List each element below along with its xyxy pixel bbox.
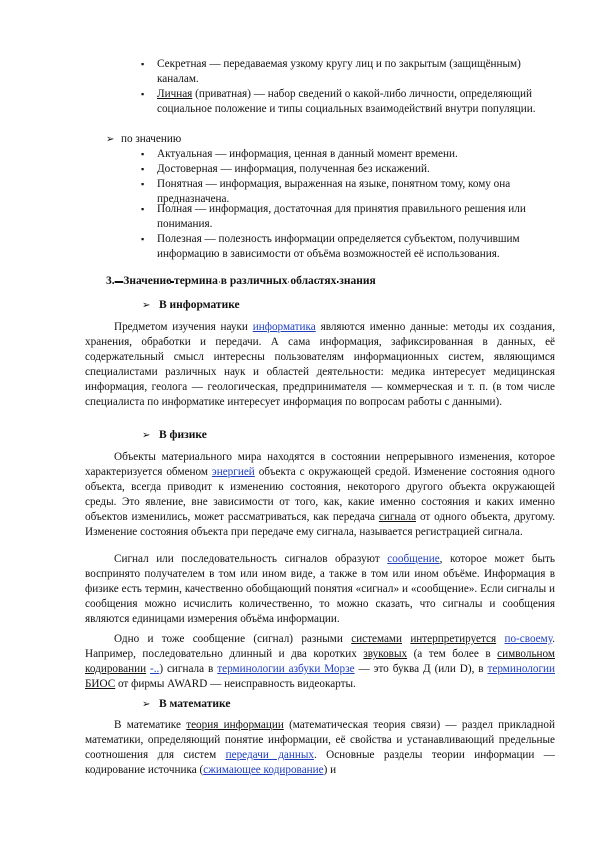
physics-paragraph-3: Одно и тоже сообщение (сигнал) разными системами интерпретируется по-своему. Например, последовательно длинный и два коротких звуковых (а тем более в символьном кодировании -..) сигнала в терминологии азбуки Морзе — это буква Д (или D), в терминологии БИОС от фирмы AWARD — неисправность видеокарты. bbox=[85, 633, 556, 690]
section-number: 3. bbox=[106, 275, 115, 287]
information-theory-link[interactable]: теория информации bbox=[186, 719, 284, 731]
arrow-bullet-icon: ➢ bbox=[142, 300, 151, 311]
message-link[interactable]: сообщение bbox=[387, 553, 440, 565]
symbolic-link[interactable]: символьном bbox=[497, 648, 555, 660]
morse-terminology-link[interactable]: терминологии азбуки Морзе bbox=[217, 663, 355, 675]
list-item-reliable: Достоверная — информация, полученная без искажений. bbox=[157, 163, 430, 175]
bullet-icon: ▪ bbox=[141, 234, 145, 244]
physics-heading: В физике bbox=[159, 429, 207, 441]
bullet-icon: ▪ bbox=[141, 179, 145, 189]
section-title: Значение термина в различных областях знания bbox=[123, 275, 376, 287]
math-heading: В математике bbox=[159, 698, 231, 710]
data-transfer-link[interactable]: передачи данных bbox=[225, 749, 314, 761]
list-item-actual: Актуальная — информация, ценная в данный момент времени. bbox=[157, 148, 458, 160]
arrow-bullet-icon: ➢ bbox=[106, 134, 115, 145]
list-item-useful: Полезная — полезность информации определяется субъектом, получившим информацию в зависимости от объёма возможностей её использования. bbox=[157, 233, 520, 260]
informatics-link[interactable]: информатика bbox=[252, 321, 316, 333]
energy-link[interactable]: энергией bbox=[211, 466, 255, 478]
bios-link[interactable]: БИОС bbox=[85, 678, 116, 690]
math-paragraph: В математике теория информации (математическая теория связи) — раздел прикладной математики, определяющий понятие информации, её свойства и устанавливающий предельные соотношения для систем передачи данных. Основные разделы теории информации — кодирование источника (сжимающее кодирование) и bbox=[85, 719, 555, 776]
sound-link[interactable]: звуковых bbox=[363, 648, 408, 660]
physics-paragraph-1: Объекты материального мира находятся в состоянии непрерывного изменения, которое характеризуется обменом энергией объекта с окружающей средой. Изменение состояния одного объекта, всегда приводит к изменению состояния, некоторого другого объекта окружающей среды. Это явление, вне зависимости от того, как, какие именно состояния и каких именно объектов изменились, может рассматриваться, как передача сигнала от одного объекта, другому. Изменение состояния объекта при передаче ему сигнала, называется регистрацией сигнала. bbox=[85, 451, 556, 538]
bullet-icon: ▪ bbox=[141, 164, 145, 174]
compression-coding-link[interactable]: сжимающее кодирование bbox=[203, 764, 324, 776]
bullet-icon: ▪ bbox=[141, 204, 145, 214]
list-item-clear: Понятная — информация, выраженная на языке, понятном тому, кому она предназначена. bbox=[157, 178, 511, 205]
personal-link[interactable]: Личная bbox=[157, 88, 193, 100]
list-item-secret: Секретная — передаваемая узкому кругу лиц и по закрытым (защищённым) каналам. bbox=[157, 58, 521, 85]
bullet-icon: ▪ bbox=[141, 149, 145, 159]
arrow-bullet-icon: ➢ bbox=[142, 699, 151, 710]
informatics-heading: В информатике bbox=[159, 299, 240, 311]
systems-link[interactable]: системами bbox=[351, 633, 402, 645]
letter-d-link[interactable]: Д bbox=[423, 663, 431, 675]
list-item-full: Полная — информация, достаточная для принятия правильного решения или понимания. bbox=[157, 203, 526, 230]
physics-paragraph-2: Сигнал или последовательность сигналов образуют сообщение, которое может быть воспринято получателем в том или ином виде, а также в том или ином объёме. Информация в физике есть термин, качественно обобщающий понятия «сигнал» и «сообщение». Если сигналы и сообщения можно исчислить количественно, то можно сказать, что сигналы и сообщения являются единицами измерения объёма информации. bbox=[85, 553, 556, 625]
section-3-heading bbox=[106, 274, 376, 289]
coding-link[interactable]: кодировании bbox=[85, 663, 147, 675]
arrow-bullet-icon: ➢ bbox=[142, 430, 151, 441]
signal-link[interactable]: сигнала bbox=[378, 511, 417, 523]
by-meaning-label: по значению bbox=[121, 133, 182, 145]
morse-code-link[interactable]: -.. bbox=[150, 663, 160, 675]
interpreted-link[interactable]: интерпретируется bbox=[410, 633, 497, 645]
bullet-icon: ▪ bbox=[141, 89, 145, 99]
terminology-link[interactable]: терминологии bbox=[487, 663, 556, 675]
own-way-link[interactable]: по-своему bbox=[504, 633, 553, 645]
informatics-paragraph: Предметом изучения науки информатика являются именно данные: методы их создания, хранения, обработки и передачи. А сама информация, зафиксированная в данных, её содержательный смысл интересны пользователям информационных систем, являющимся специалистами различных наук и областей деятельности: медика интересует медицинская информация, геолога — геологическая, предпринимателя — коммерческая и т. п. (в том числе специалиста по информатике интересует информация по вопросам работы с данными). bbox=[85, 321, 555, 408]
bullet-icon: ▪ bbox=[141, 59, 145, 69]
list-item-personal: Личная (приватная) — набор сведений о какой-либо личности, определяющий социальное положение и типы социальных взаимодействий внутри популяции. bbox=[157, 88, 536, 115]
